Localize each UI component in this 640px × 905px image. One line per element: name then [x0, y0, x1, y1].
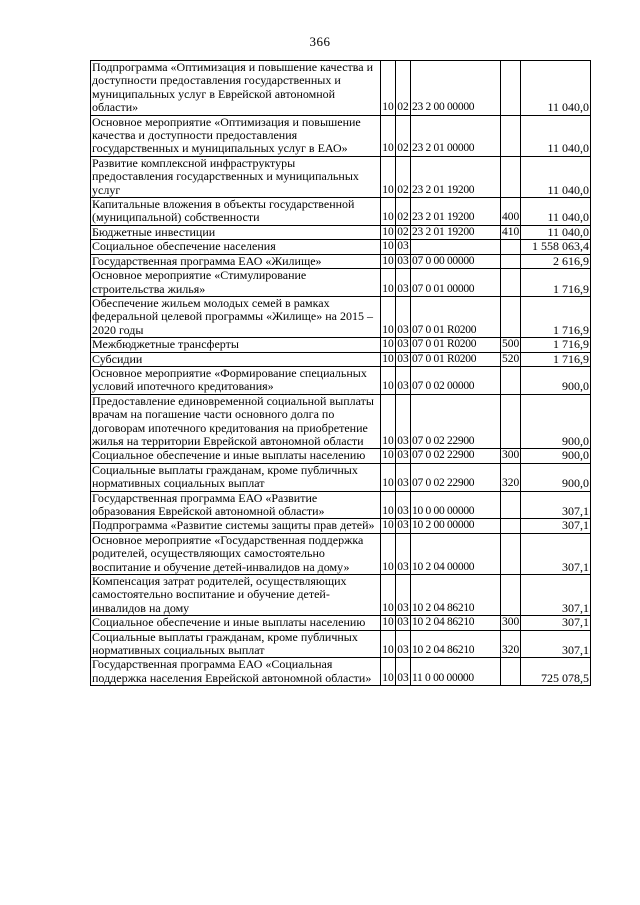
expense-type-cell — [501, 491, 521, 519]
expense-type-cell: 300 — [502, 449, 520, 462]
item-name-cell: Социальное обеспечение населения — [91, 240, 381, 254]
item-name-cell: Основное мероприятие «Оптимизация и повышение качества и доступности предоставления государственных и муниципальных услуг в ЕАО» — [91, 115, 381, 156]
subsection-code-cell: 03 — [397, 449, 409, 462]
amount-cell: 11 040,0 — [521, 61, 591, 116]
subsection-code-cell: 03 — [397, 352, 409, 365]
table-row — [91, 254, 591, 268]
section-code-cell: 10 — [382, 225, 394, 238]
item-name-cell: Бюджетные инвестиции — [91, 225, 381, 239]
item-name-cell: Государственная программа ЕАО «Развитие образования Еврейской автономной области» — [91, 491, 381, 519]
item-name-cell: Государственная программа ЕАО «Жилище» — [91, 254, 381, 268]
table-row — [91, 240, 591, 254]
item-name-cell: Субсидии — [91, 352, 381, 366]
section-code-cell: 10 — [381, 366, 396, 394]
expense-type-cell — [501, 658, 521, 686]
target-article-cell: 23 2 00 00000 — [411, 61, 501, 116]
subsection-code-cell: 02 — [396, 198, 411, 226]
section-code-cell: 10 — [381, 575, 396, 616]
subsection-code-cell: 02 — [396, 156, 411, 197]
section-code-cell: 10 — [381, 630, 396, 658]
table-row — [91, 338, 591, 352]
target-article-cell: 23 2 01 00000 — [411, 115, 501, 156]
expense-type-cell — [501, 519, 521, 533]
expense-type-cell — [501, 366, 521, 394]
subsection-code-cell: 02 — [396, 61, 411, 116]
item-name-cell: Государственная программа ЕАО «Социальная поддержка населения Еврейской автономной области» — [91, 658, 381, 686]
table-row — [91, 115, 591, 156]
table-row — [91, 156, 591, 197]
subsection-code-cell: 03 — [397, 519, 409, 532]
expense-type-cell: 500 — [502, 338, 520, 351]
table-row — [91, 269, 591, 297]
subsection-code-cell: 03 — [396, 575, 411, 616]
expense-type-cell: 320 — [501, 463, 521, 491]
section-code-cell: 10 — [381, 269, 396, 297]
amount-cell: 1 716,9 — [521, 338, 591, 352]
amount-cell: 2 616,9 — [521, 254, 591, 268]
item-name-cell: Предоставление единовременной социальной выплаты врачам на погашение части основного долга по договорам ипотечного кредитования на приобретение жилья на территории Еврейской автономной области — [91, 394, 381, 449]
subsection-code-cell: 03 — [396, 269, 411, 297]
section-code-cell: 10 — [381, 394, 396, 449]
item-name-cell: Капитальные вложения в объекты государственной (муниципальной) собственности — [91, 198, 381, 226]
target-article-cell: 07 0 01 R0200 — [411, 338, 501, 352]
expense-type-cell — [501, 115, 521, 156]
table-row — [91, 616, 591, 630]
item-name-cell: Основное мероприятие «Государственная поддержка родителей, осуществляющих самостоятельно воспитание и обучение детей-инвалидов на дому» — [91, 533, 381, 574]
amount-cell: 900,0 — [521, 449, 591, 463]
subsection-code-cell: 03 — [397, 254, 409, 267]
amount-cell: 1 558 063,4 — [521, 240, 591, 254]
table-row — [91, 61, 591, 116]
target-article-cell: 10 2 04 00000 — [411, 533, 501, 574]
expense-type-cell: 300 — [502, 616, 520, 629]
target-article-cell: 23 2 01 19200 — [411, 198, 501, 226]
expense-type-cell — [501, 61, 521, 116]
target-article-cell: 10 2 04 86210 — [411, 575, 501, 616]
item-name-cell: Социальные выплаты гражданам, кроме публичных нормативных социальных выплат — [91, 463, 381, 491]
amount-cell: 1 716,9 — [521, 269, 591, 297]
target-article-cell: 10 2 00 00000 — [411, 519, 501, 533]
amount-cell: 307,1 — [521, 630, 591, 658]
expense-type-cell — [501, 296, 521, 337]
section-code-cell: 10 — [382, 254, 394, 267]
target-article-cell: 10 0 00 00000 — [411, 491, 501, 519]
table-row — [91, 575, 591, 616]
section-code-cell: 10 — [381, 296, 396, 337]
table-row — [91, 198, 591, 226]
expense-type-cell: 520 — [502, 352, 520, 365]
target-article-cell: 07 0 02 22900 — [411, 394, 501, 449]
target-article-cell: 11 0 00 00000 — [411, 658, 501, 686]
section-code-cell: 10 — [382, 519, 394, 532]
table-row — [91, 491, 591, 519]
target-article-cell: 07 0 00 00000 — [411, 254, 501, 268]
subsection-code-cell: 03 — [397, 338, 409, 351]
target-article-cell: 10 2 04 86210 — [411, 630, 501, 658]
table-row — [91, 519, 591, 533]
amount-cell: 900,0 — [521, 366, 591, 394]
table-row — [91, 658, 591, 686]
item-name-cell: Социальные выплаты гражданам, кроме публичных нормативных социальных выплат — [91, 630, 381, 658]
subsection-code-cell: 03 — [396, 491, 411, 519]
item-name-cell: Основное мероприятие «Стимулирование строительства жилья» — [91, 269, 381, 297]
item-name-cell: Развитие комплексной инфраструктуры предоставления государственных и муниципальных услуг — [91, 156, 381, 197]
table-row — [91, 463, 591, 491]
item-name-cell: Основное мероприятие «Формирование специальных условий ипотечного кредитования» — [91, 366, 381, 394]
expense-type-cell: 410 — [502, 225, 520, 238]
amount-cell: 307,1 — [521, 575, 591, 616]
item-name-cell: Социальное обеспечение и иные выплаты населению — [91, 449, 381, 463]
table-row — [91, 394, 591, 449]
table-row — [91, 533, 591, 574]
amount-cell: 307,1 — [521, 519, 591, 533]
section-code-cell: 10 — [382, 616, 394, 629]
item-name-cell: Обеспечение жильем молодых семей в рамках федеральной целевой программы «Жилище» на 2015 – 2020 годы — [91, 296, 381, 337]
subsection-code-cell: 02 — [397, 225, 409, 238]
expense-type-cell — [501, 575, 521, 616]
table-row — [91, 225, 591, 239]
table-row — [91, 296, 591, 337]
expense-type-cell — [501, 394, 521, 449]
subsection-code-cell: 03 — [396, 296, 411, 337]
amount-cell: 11 040,0 — [521, 225, 591, 239]
table-row — [91, 630, 591, 658]
amount-cell: 11 040,0 — [521, 156, 591, 197]
target-article-cell: 23 2 01 19200 — [411, 225, 501, 239]
target-article-cell: 07 0 02 00000 — [411, 366, 501, 394]
target-article-cell: 07 0 02 22900 — [411, 449, 501, 463]
target-article-cell: 07 0 01 00000 — [411, 269, 501, 297]
amount-cell: 11 040,0 — [521, 198, 591, 226]
section-code-cell: 10 — [381, 198, 396, 226]
table-row — [91, 366, 591, 394]
expense-type-cell — [501, 254, 521, 268]
table-row — [91, 449, 591, 463]
item-name-cell: Компенсация затрат родителей, осуществляющих самостоятельно воспитание и обучение детей-инвалидов на дому — [91, 575, 381, 616]
amount-cell: 725 078,5 — [521, 658, 591, 686]
subsection-code-cell: 03 — [397, 616, 409, 629]
expense-type-cell — [501, 269, 521, 297]
expense-type-cell — [501, 240, 521, 254]
amount-cell: 307,1 — [521, 491, 591, 519]
subsection-code-cell: 03 — [396, 533, 411, 574]
target-article-cell — [411, 240, 501, 254]
item-name-cell: Межбюджетные трансферты — [91, 338, 381, 352]
subsection-code-cell: 03 — [396, 366, 411, 394]
expense-type-cell — [501, 156, 521, 197]
section-code-cell: 10 — [381, 61, 396, 116]
item-name-cell: Подпрограмма «Оптимизация и повышение качества и доступности предоставления государственных и муниципальных услуг в Еврейской автономной области» — [91, 61, 381, 116]
target-article-cell: 10 2 04 86210 — [411, 616, 501, 630]
subsection-code-cell: 02 — [396, 115, 411, 156]
expense-type-cell — [501, 533, 521, 574]
section-code-cell: 10 — [381, 156, 396, 197]
item-name-cell: Подпрограмма «Развитие системы защиты прав детей» — [91, 519, 381, 533]
amount-cell: 1 716,9 — [521, 352, 591, 366]
table-row — [91, 352, 591, 366]
expense-type-cell: 400 — [501, 198, 521, 226]
budget-table-body — [91, 61, 591, 686]
section-code-cell: 10 — [382, 352, 394, 365]
subsection-code-cell: 03 — [396, 658, 411, 686]
section-code-cell: 10 — [382, 338, 394, 351]
section-code-cell: 10 — [381, 533, 396, 574]
page-number: 366 — [309, 34, 331, 49]
target-article-cell: 23 2 01 19200 — [411, 156, 501, 197]
section-code-cell: 10 — [382, 240, 394, 253]
target-article-cell: 07 0 01 R0200 — [411, 352, 501, 366]
subsection-code-cell: 03 — [396, 463, 411, 491]
target-article-cell: 07 0 02 22900 — [411, 463, 501, 491]
amount-cell: 11 040,0 — [521, 115, 591, 156]
subsection-code-cell: 03 — [397, 240, 409, 253]
amount-cell: 307,1 — [521, 533, 591, 574]
item-name-cell: Социальное обеспечение и иные выплаты населению — [91, 616, 381, 630]
expense-type-cell: 320 — [501, 630, 521, 658]
target-article-cell: 07 0 01 R0200 — [411, 296, 501, 337]
section-code-cell: 10 — [381, 658, 396, 686]
amount-cell: 900,0 — [521, 394, 591, 449]
subsection-code-cell: 03 — [396, 630, 411, 658]
budget-table — [90, 60, 591, 686]
section-code-cell: 10 — [381, 115, 396, 156]
section-code-cell: 10 — [381, 463, 396, 491]
section-code-cell: 10 — [381, 491, 396, 519]
amount-cell: 307,1 — [521, 616, 591, 630]
amount-cell: 1 716,9 — [521, 296, 591, 337]
section-code-cell: 10 — [382, 449, 394, 462]
amount-cell: 900,0 — [521, 463, 591, 491]
subsection-code-cell: 03 — [396, 394, 411, 449]
